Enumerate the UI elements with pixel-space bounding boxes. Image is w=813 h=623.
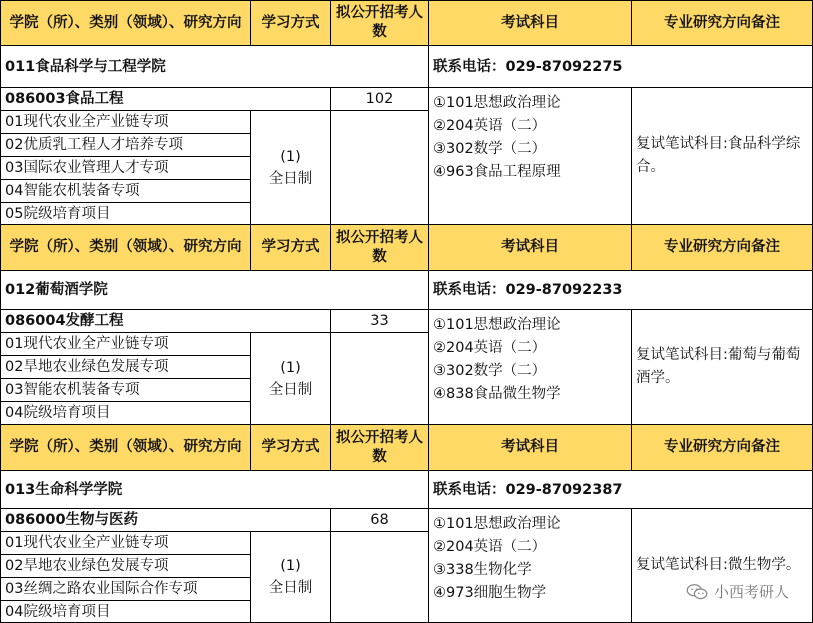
exam-subject: ④838食品微生物学 bbox=[433, 386, 561, 402]
exam-subjects bbox=[429, 88, 632, 225]
exam-subject: ②204英语（二） bbox=[433, 118, 547, 134]
wechat-icon bbox=[686, 584, 708, 600]
study-mode: (1) 全日制 bbox=[251, 333, 331, 425]
count-blank bbox=[331, 333, 429, 425]
header-study-mode: 学习方式 bbox=[251, 1, 331, 46]
direction-item: 04院级培育项目 bbox=[1, 601, 251, 623]
count-blank bbox=[331, 532, 429, 623]
header-enrollment: 拟公开招考人数 bbox=[331, 1, 429, 46]
college-row bbox=[1, 471, 813, 509]
study-mode: (1) 全日制 bbox=[251, 111, 331, 225]
header-college: 学院（所）、类别（领域）、研究方向 bbox=[1, 425, 251, 471]
exam-subjects bbox=[429, 310, 632, 425]
watermark-text: 小西考研人 bbox=[713, 583, 789, 601]
exam-subject: ③338生物化学 bbox=[433, 562, 532, 578]
header-notes: 专业研究方向备注 bbox=[632, 1, 813, 46]
college-row bbox=[1, 271, 813, 310]
header-row bbox=[1, 425, 813, 471]
college-row bbox=[1, 46, 813, 88]
header-exam-subjects: 考试科目 bbox=[429, 425, 632, 471]
header-notes: 专业研究方向备注 bbox=[632, 425, 813, 471]
direction-item: 02旱地农业绿色发展专项 bbox=[1, 555, 251, 578]
direction-item: 03国际农业管理人才专项 bbox=[1, 157, 251, 180]
header-study-mode: 学习方式 bbox=[251, 225, 331, 271]
exam-subject: ②204英语（二） bbox=[433, 539, 547, 555]
header-enrollment: 拟公开招考人数 bbox=[331, 225, 429, 271]
exam-subject: ①101思想政治理论 bbox=[433, 95, 561, 111]
direction-item: 02旱地农业绿色发展专项 bbox=[1, 356, 251, 379]
major-row bbox=[1, 509, 813, 532]
watermark bbox=[686, 581, 789, 602]
direction-item: 03智能农机装备专项 bbox=[1, 379, 251, 402]
header-row bbox=[1, 225, 813, 271]
header-college: 学院（所）、类别（领域）、研究方向 bbox=[1, 225, 251, 271]
major-name: 086003食品工程 bbox=[1, 88, 331, 111]
direction-note: 复试笔试科目:微生物学。 bbox=[632, 509, 813, 623]
enrollment-count: 33 bbox=[331, 310, 429, 333]
contact-phone: 联系电话：029-87092275 bbox=[429, 46, 813, 88]
study-mode: (1) 全日制 bbox=[251, 532, 331, 623]
major-name: 086000生物与医药 bbox=[1, 509, 331, 532]
major-name: 086004发酵工程 bbox=[1, 310, 331, 333]
exam-subject: ④973细胞生物学 bbox=[433, 585, 547, 601]
exam-subject: ③302数学（二） bbox=[433, 363, 547, 379]
header-exam-subjects: 考试科目 bbox=[429, 1, 632, 46]
exam-subject: ①101思想政治理论 bbox=[433, 516, 561, 532]
major-row bbox=[1, 310, 813, 333]
exam-subject: ③302数学（二） bbox=[433, 141, 547, 157]
direction-item: 03丝绸之路农业国际合作专项 bbox=[1, 578, 251, 601]
direction-item: 02优质乳工程人才培养专项 bbox=[1, 134, 251, 157]
header-notes: 专业研究方向备注 bbox=[632, 225, 813, 271]
exam-subjects bbox=[429, 509, 632, 623]
contact-phone: 联系电话：029-87092387 bbox=[429, 471, 813, 509]
exam-subject: ④963食品工程原理 bbox=[433, 164, 561, 180]
header-row bbox=[1, 1, 813, 46]
enrollment-count: 68 bbox=[331, 509, 429, 532]
contact-phone: 联系电话：029-87092233 bbox=[429, 271, 813, 310]
exam-subject: ①101思想政治理论 bbox=[433, 317, 561, 333]
college-name: 011食品科学与工程学院 bbox=[1, 46, 429, 88]
major-row bbox=[1, 88, 813, 111]
header-enrollment: 拟公开招考人数 bbox=[331, 425, 429, 471]
header-study-mode: 学习方式 bbox=[251, 425, 331, 471]
direction-note: 复试笔试科目:食品科学综合。 bbox=[632, 88, 813, 225]
count-blank bbox=[331, 111, 429, 225]
college-name: 013生命科学学院 bbox=[1, 471, 429, 509]
direction-item: 04院级培育项目 bbox=[1, 402, 251, 425]
direction-note: 复试笔试科目:葡萄与葡萄酒学。 bbox=[632, 310, 813, 425]
header-college: 学院（所）、类别（领域）、研究方向 bbox=[1, 1, 251, 46]
direction-item: 01现代农业全产业链专项 bbox=[1, 532, 251, 555]
direction-item: 04智能农机装备专项 bbox=[1, 180, 251, 203]
direction-item: 01现代农业全产业链专项 bbox=[1, 111, 251, 134]
college-name: 012葡萄酒学院 bbox=[1, 271, 429, 310]
header-exam-subjects: 考试科目 bbox=[429, 225, 632, 271]
enrollment-count: 102 bbox=[331, 88, 429, 111]
direction-item: 05院级培育项目 bbox=[1, 203, 251, 225]
direction-item: 01现代农业全产业链专项 bbox=[1, 333, 251, 356]
exam-subject: ②204英语（二） bbox=[433, 340, 547, 356]
